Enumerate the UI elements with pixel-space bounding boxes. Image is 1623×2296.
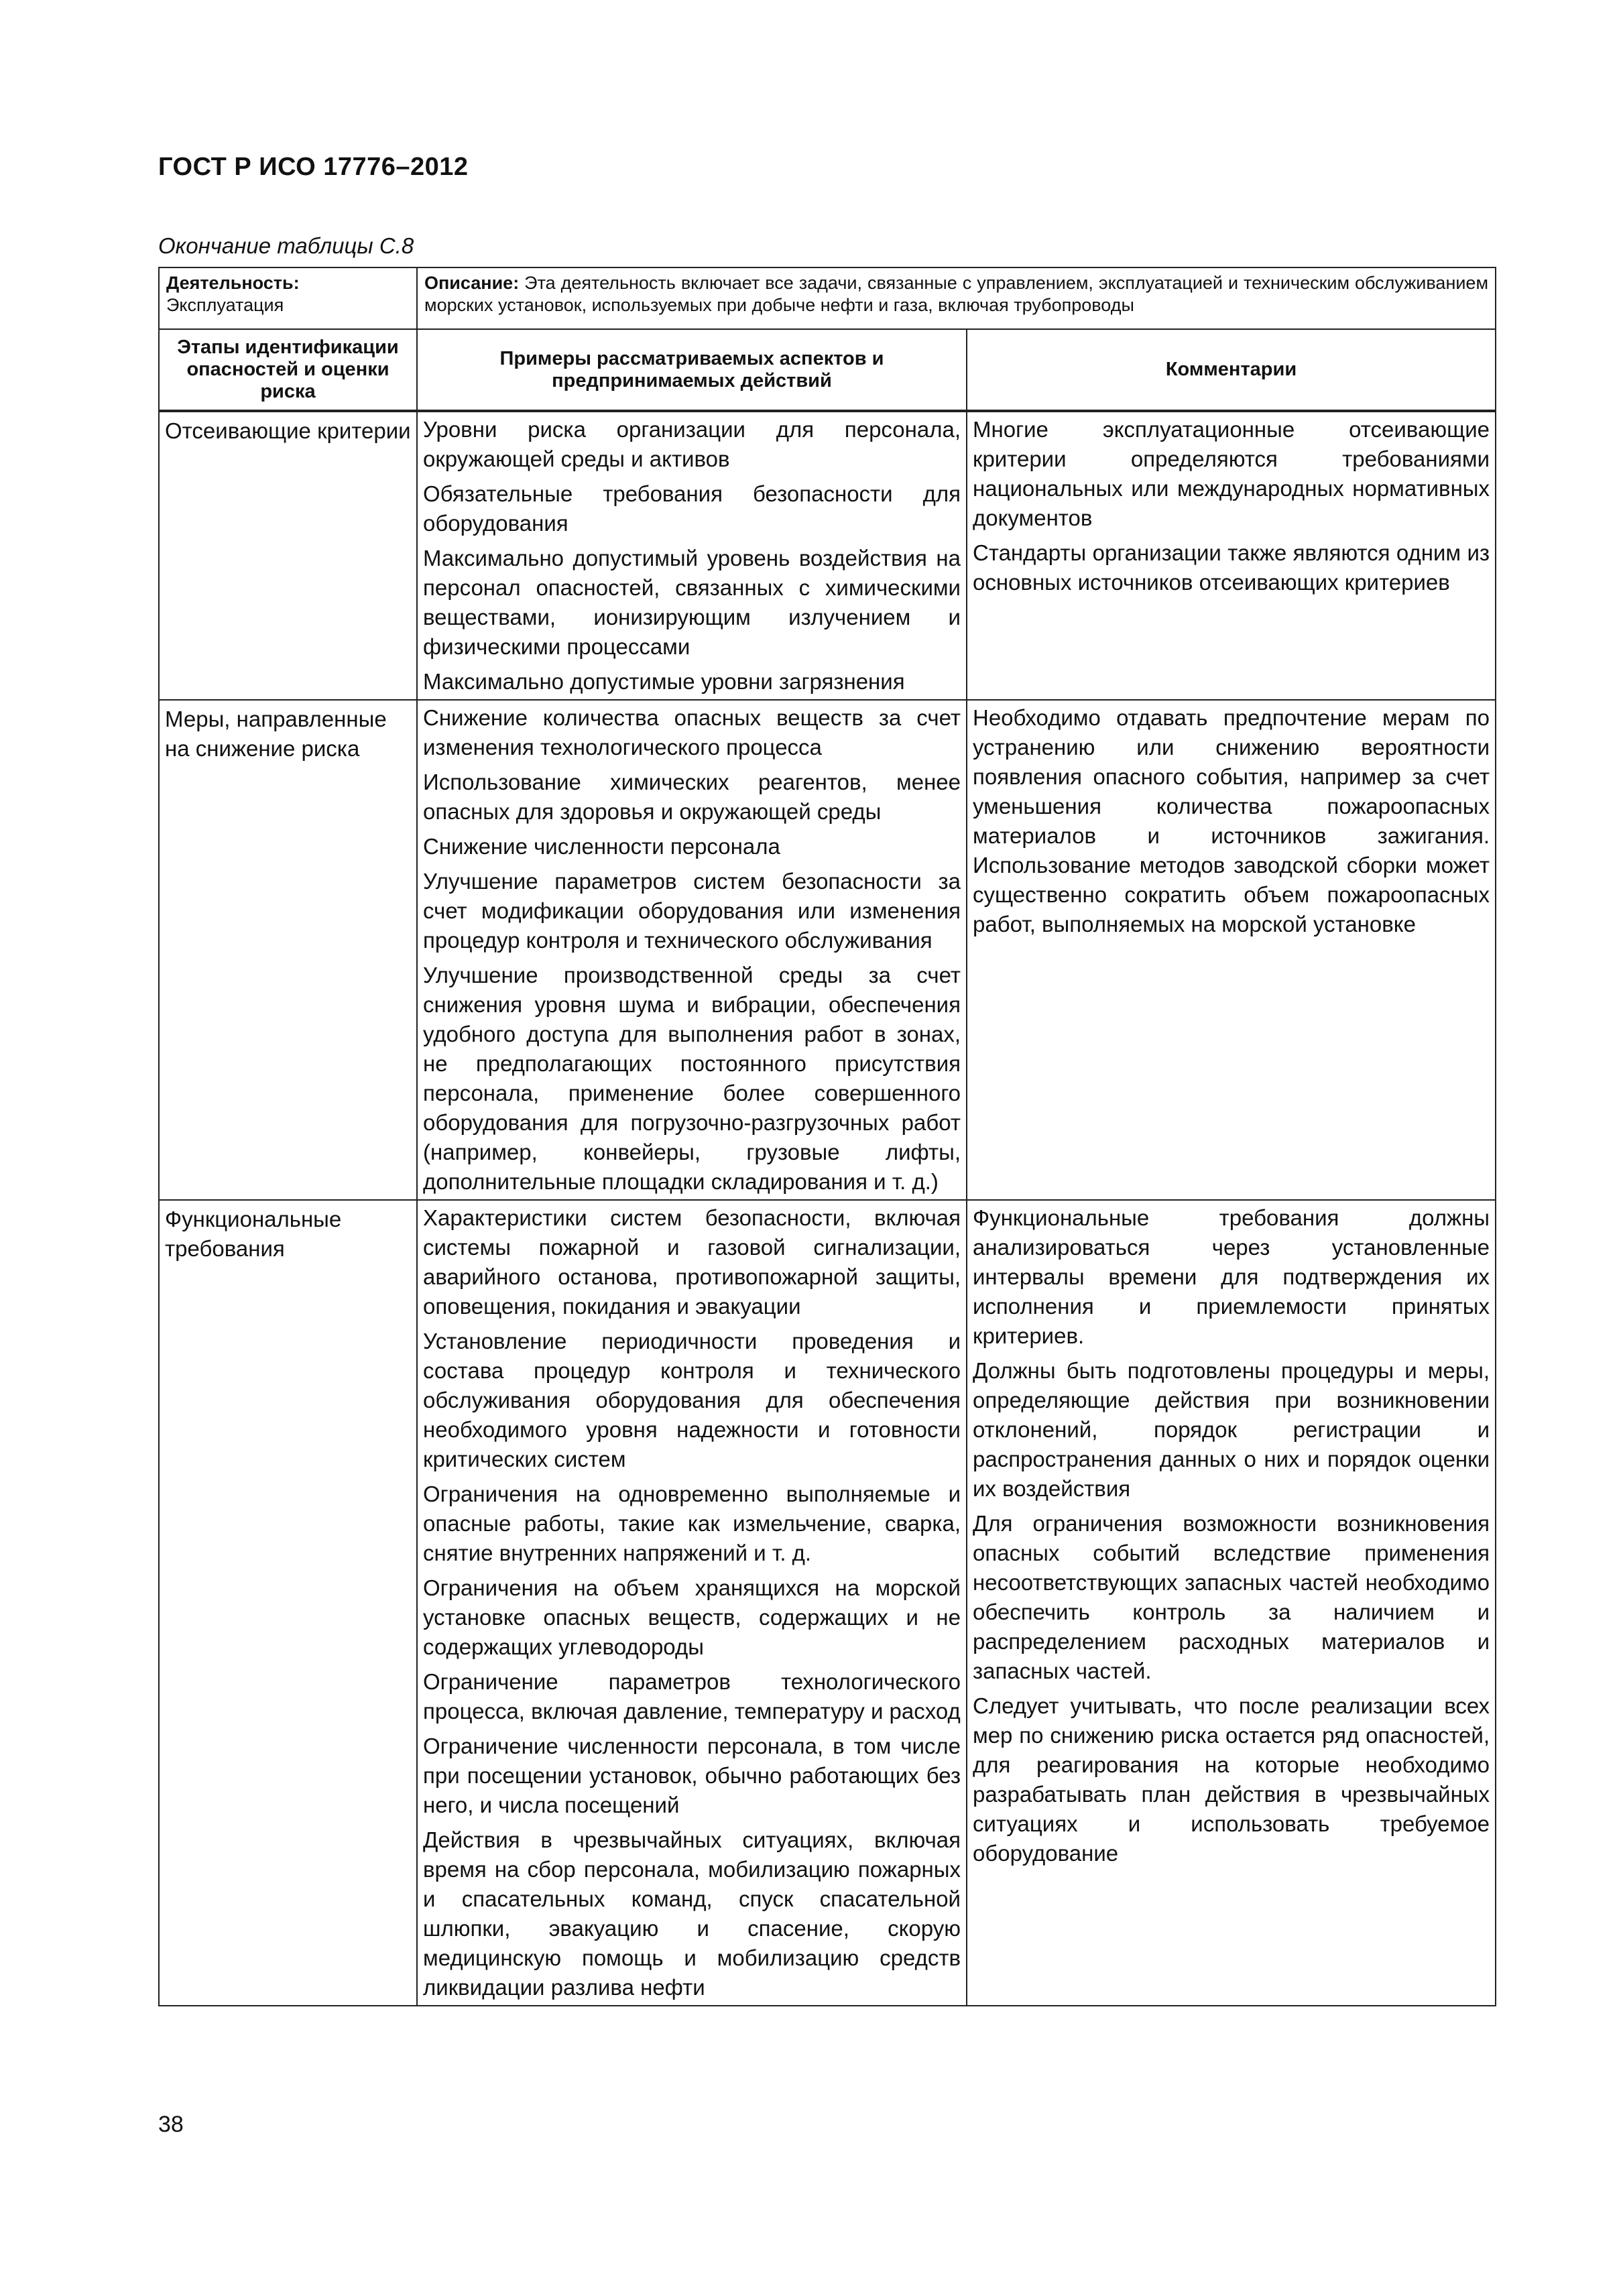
example-item: Действия в чрезвычайных ситуациях, включая время на сбор персонала, мобилизацию пожарных и спасательных команд, спуск спасательной шлюпки, эвакуацию и спасение, скорую медицинскую помощь и мобилизацию средств ликвидации разлива нефти: [423, 1827, 961, 2000]
example-item: Ограничение численности персонала, в том числе при посещении установок, обычно работающих без него, и числа посещений: [423, 1734, 961, 1817]
example-item: Характеристики систем безопасности, включая системы пожарной и газовой сигнализации, аварийного останова, противопожарной защиты, оповещения, покидания и эвакуации: [423, 1205, 961, 1319]
stage-cell: Меры, направленные на снижение риска: [159, 700, 417, 1200]
table-row: [159, 411, 1496, 700]
example-item: Снижение численности персонала: [423, 834, 780, 859]
examples-cell: [417, 1200, 967, 2006]
example-item: Ограничения на объем хранящихся на морской установке опасных веществ, содержащих и не содержащих углеводороды: [423, 1575, 961, 1659]
comment-item: Функциональные требования должны анализироваться через установленные интервалы времени для подтверждения их исполнения и приемлемости принятых критериев.: [973, 1205, 1490, 1348]
stage-cell: Функциональные требования: [159, 1200, 417, 2006]
comment-item: Стандарты организации также являются одним из основных источников отсеивающих критериев: [973, 540, 1490, 595]
comment-item: Многие эксплуатационные отсеивающие критерии определяются требованиями национальных или международных нормативных документов: [973, 417, 1490, 530]
table-row: [159, 1200, 1496, 2006]
example-item: Ограничения на одновременно выполняемые и опасные работы, такие как измельчение, сварка, снятие внутренних напряжений и т. д.: [423, 1482, 961, 1565]
description-cell: [417, 267, 1496, 329]
header-stages: Этапы идентификации опасностей и оценки риска: [159, 329, 417, 411]
table-caption: Окончание таблицы С.8: [158, 233, 414, 258]
activity-cell: [159, 267, 417, 329]
stage-cell: Отсеивающие критерии: [159, 411, 417, 700]
description-label: Описание:: [424, 273, 520, 293]
example-item: Максимально допустимые уровни загрязнения: [423, 669, 905, 694]
hazard-assessment-table: [158, 267, 1496, 2006]
comment-item: Следует учитывать, что после реализации всех мер по снижению риска остается ряд опасностей, для реагирования на которые необходимо разрабатывать план действия в чрезвычайных ситуациях и использовать требуемое оборудование: [973, 1693, 1490, 1866]
examples-cell: [417, 700, 967, 1200]
example-item: Снижение количества опасных веществ за счет изменения технологического процесса: [423, 705, 961, 760]
example-item: Использование химических реагентов, менее опасных для здоровья и окружающей среды: [423, 770, 961, 824]
example-item: Обязательные требования безопасности для оборудования: [423, 481, 961, 536]
activity-value: Эксплуатация: [166, 295, 284, 315]
activity-label: Деятельность:: [166, 273, 300, 293]
comment-item: Необходимо отдавать предпочтение мерам по устранению или снижению вероятности появления опасного события, например за счет уменьшения количества пожароопасных материалов и источников зажигания. Использование методов заводской сборки может существенно сократить объем пожароопасных работ, выполняемых на морской установке: [973, 705, 1490, 936]
example-item: Ограничение параметров технологического процесса, включая давление, температуру и расход: [423, 1669, 961, 1724]
comment-item: Для ограничения возможности возникновения опасных событий вследствие применения несоответствующих запасных частей необходимо обеспечить контроль за наличием и распределением расходных материалов и запасных частей.: [973, 1511, 1490, 1683]
examples-cell: [417, 411, 967, 700]
activity-row: [159, 267, 1496, 329]
comment-item: Должны быть подготовлены процедуры и меры, определяющие действия при возникновении отклонений, порядок регистрации и распространения данных о них и порядок оценки их воздействия: [973, 1358, 1490, 1501]
header-examples: Примеры рассматриваемых аспектов и предпринимаемых действий: [417, 329, 967, 411]
table-row: [159, 700, 1496, 1200]
example-item: Улучшение производственной среды за счет снижения уровня шума и вибрации, обеспечения удобного доступа для выполнения работ в зонах, не предполагающих постоянного присутствия персонала, применение более совершенного оборудования для погрузочно-разгрузочных работ (например, конвейеры, грузовые лифты, дополнительные площадки складирования и т. д.): [423, 963, 961, 1194]
comments-cell: [967, 700, 1496, 1200]
document-header: ГОСТ Р ИСО 17776–2012: [158, 153, 469, 181]
header-comments: Комментарии: [967, 329, 1496, 411]
example-item: Максимально допустимый уровень воздействия на персонал опасностей, связанных с химическими веществами, ионизирующим излучением и физическими процессами: [423, 546, 961, 659]
description-text: Эта деятельность включает все задачи, связанные с управлением, эксплуатацией и техническим обслуживанием морских установок, используемых при добыче нефти и газа, включая трубопроводы: [424, 273, 1489, 315]
comments-cell: [967, 1200, 1496, 2006]
header-row: [159, 329, 1496, 411]
example-item: Установление периодичности проведения и состава процедур контроля и технического обслуживания оборудования для обеспечения необходимого уровня надежности и готовности критических систем: [423, 1329, 961, 1471]
comments-cell: [967, 411, 1496, 700]
example-item: Уровни риска организации для персонала, окружающей среды и активов: [423, 417, 961, 471]
page-number: 38: [158, 2112, 184, 2137]
example-item: Улучшение параметров систем безопасности за счет модификации оборудования или изменения процедур контроля и технического обслуживания: [423, 869, 961, 953]
